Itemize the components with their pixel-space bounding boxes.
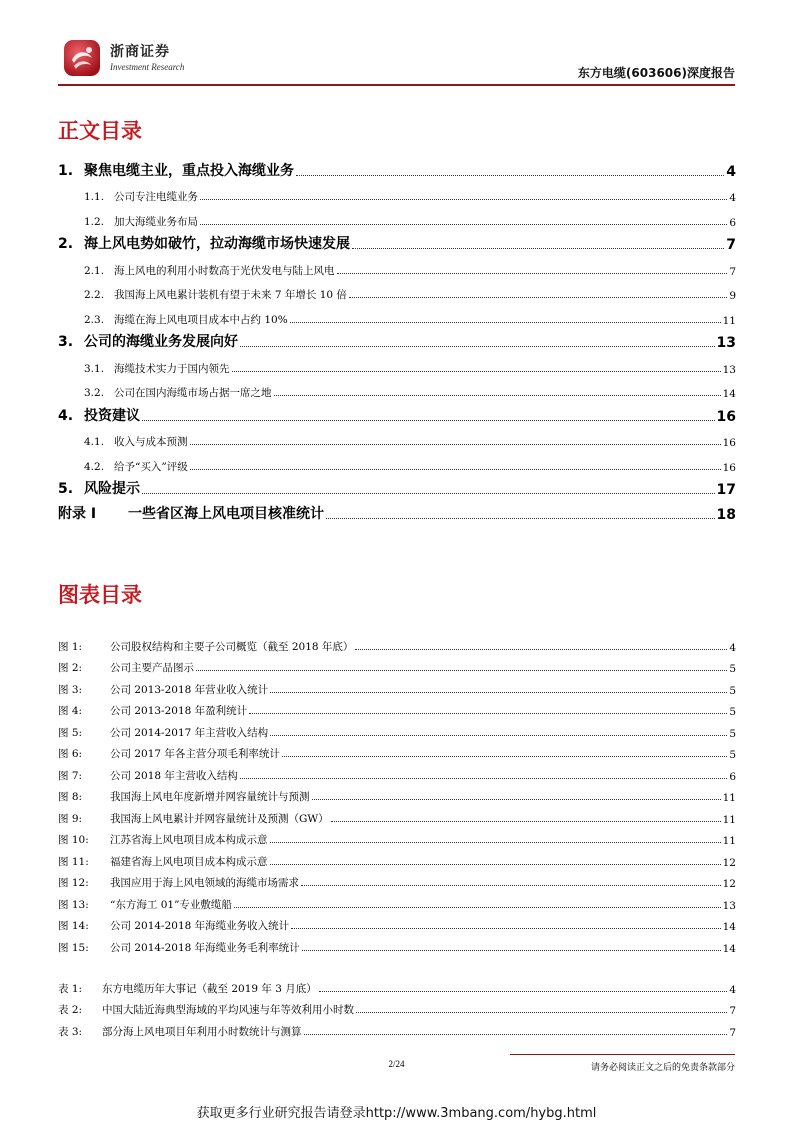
dot-leader — [270, 735, 727, 736]
entry-page: 16 — [722, 437, 736, 449]
toc-entry[interactable] — [58, 847, 736, 869]
entry-text: “东方海工 01”专业敷缆船 — [110, 898, 232, 911]
dot-leader — [290, 322, 721, 323]
entry-number: 1. — [58, 162, 74, 179]
entry-number: 1.2. — [84, 215, 105, 228]
entry-label — [58, 854, 268, 869]
dot-leader — [240, 778, 727, 779]
entry-number: 表 2: — [58, 1004, 83, 1016]
dot-leader — [349, 297, 727, 298]
figures-list — [58, 632, 736, 955]
footer-divider — [510, 1054, 735, 1055]
entry-text: 我国应用于海上风电领域的海缆市场需求 — [110, 877, 299, 889]
entry-label — [58, 1024, 302, 1039]
dot-leader — [142, 420, 715, 421]
entry-page: 5 — [729, 706, 736, 718]
toc-entry[interactable] — [58, 697, 736, 719]
toc-entry[interactable] — [58, 327, 736, 352]
entry-label — [58, 746, 280, 761]
entry-page: 12 — [722, 856, 736, 869]
entry-page: 4 — [729, 641, 736, 654]
dot-leader — [312, 799, 721, 800]
toc-entry[interactable] — [58, 449, 736, 474]
toc-entry[interactable] — [58, 761, 736, 783]
entry-number: 2.1. — [84, 264, 105, 277]
entry-label — [58, 897, 232, 912]
entry-page: 5 — [729, 684, 736, 697]
entry-page: 11 — [722, 835, 736, 847]
entry-page: 7 — [729, 1005, 736, 1017]
entry-label — [84, 189, 198, 204]
toc-entry[interactable] — [58, 869, 736, 891]
dot-leader — [337, 273, 728, 274]
toc-entry[interactable] — [58, 996, 736, 1018]
entry-text: 公司 2014-2018 年海缆业务毛利率统计 — [110, 941, 300, 954]
entry-text: 部分海上风电项目年利用小时数统计与测算 — [102, 1025, 302, 1038]
entry-number: 2.3. — [84, 313, 105, 326]
entry-page: 13 — [722, 363, 736, 376]
dot-leader — [355, 649, 727, 650]
dot-leader — [319, 991, 728, 992]
entry-page: 16 — [722, 461, 736, 474]
entry-label — [58, 160, 294, 180]
dot-leader — [196, 670, 727, 671]
dot-leader — [240, 346, 715, 347]
toc-entry[interactable] — [58, 302, 736, 327]
tables-list — [58, 974, 736, 1039]
entry-label — [84, 434, 188, 449]
toc-entry[interactable] — [58, 376, 736, 401]
entry-label — [58, 639, 353, 654]
entry-page: 4 — [726, 163, 736, 180]
report-title: 东方电缆(603606)深度报告 — [577, 66, 735, 80]
entry-page: 4 — [729, 983, 736, 996]
entry-label — [58, 768, 238, 783]
entry-text: 海缆技术实力于国内领先 — [114, 362, 230, 375]
entry-page: 6 — [729, 770, 736, 783]
entry-number: 4.2. — [84, 460, 105, 473]
entry-label — [58, 789, 310, 804]
entry-text: 中国大陆近海典型海域的平均风速与年等效利用小时数 — [102, 1004, 354, 1016]
entry-number: 图 12: — [58, 877, 89, 889]
entry-text: 公司 2014-2017 年主营收入结构 — [110, 726, 269, 739]
entry-label — [58, 703, 247, 718]
entry-number: 图 5: — [58, 726, 83, 739]
entry-page: 17 — [716, 482, 736, 498]
entry-text: 公司 2013-2018 年营业收入统计 — [110, 683, 269, 696]
entry-number: 图 7: — [58, 769, 83, 782]
entry-text: 一些省区海上风电项目核准统计 — [128, 505, 324, 522]
entry-text: 给予“买入”评级 — [114, 460, 188, 473]
entry-label — [58, 832, 268, 847]
toc-entry[interactable] — [58, 632, 736, 654]
toc-entry[interactable] — [58, 804, 736, 826]
entry-page: 9 — [729, 290, 736, 302]
entry-text: 海上风电势如破竹，拉动海缆市场快速发展 — [84, 236, 350, 252]
toc-entry[interactable] — [58, 425, 736, 450]
dot-leader — [304, 1034, 728, 1035]
entry-number: 4.1. — [84, 436, 105, 448]
entry-label — [84, 385, 272, 400]
entry-label — [58, 1002, 354, 1017]
entry-label — [58, 331, 238, 351]
dot-leader — [326, 518, 715, 519]
dot-leader — [302, 950, 721, 951]
toc-entry[interactable] — [58, 204, 736, 229]
toc-entry[interactable] — [58, 783, 736, 805]
dot-leader — [190, 444, 721, 445]
dot-leader — [200, 224, 727, 225]
entry-label — [58, 875, 299, 890]
toc-entry[interactable] — [58, 278, 736, 303]
download-banner: 获取更多行业研究报告请登录http://www.3mbang.com/hybg.html — [196, 1106, 597, 1121]
toc-entry[interactable] — [58, 675, 736, 697]
entry-page: 4 — [729, 192, 736, 204]
entry-page: 14 — [722, 942, 736, 955]
entry-page: 11 — [722, 314, 736, 327]
toc-entry[interactable] — [58, 229, 736, 254]
disclaimer: 请务必阅读正文之后的免责条款部分 — [590, 1063, 735, 1073]
header-divider — [58, 84, 735, 86]
entry-page: 6 — [729, 216, 736, 229]
entry-number: 3.1. — [84, 362, 105, 375]
dot-leader — [142, 493, 715, 494]
entry-text: 公司专注电缆业务 — [114, 191, 198, 203]
entry-number: 2. — [58, 236, 74, 252]
entry-page: 11 — [722, 813, 736, 826]
entry-page: 5 — [729, 727, 736, 740]
entry-text: 福建省海上风电项目成本构成示意 — [110, 855, 268, 868]
entry-page: 14 — [722, 388, 736, 400]
entry-text: 公司股权结构和主要子公司概览（截至 2018 年底） — [110, 640, 354, 653]
entry-number: 图 14: — [58, 920, 89, 932]
dot-leader — [190, 469, 721, 470]
entry-number: 2.2. — [84, 289, 105, 301]
toc-entry[interactable] — [58, 718, 736, 740]
entry-text: 公司的海缆业务发展向好 — [84, 334, 238, 350]
entry-number: 图 2: — [58, 662, 83, 674]
entry-label — [58, 660, 194, 675]
entry-text: 公司在国内海缆市场占据一席之地 — [114, 387, 272, 399]
entry-text: 我国海上风电累计并网容量统计及预测（GW） — [110, 812, 329, 825]
entry-text: 公司主要产品图示 — [110, 662, 194, 674]
entry-number: 图 8: — [58, 791, 83, 803]
toc-entry[interactable] — [58, 740, 736, 762]
entry-label — [58, 405, 140, 425]
entry-page: 18 — [716, 506, 736, 523]
entry-label — [84, 214, 198, 229]
entry-label — [84, 361, 230, 376]
entry-page: 16 — [716, 408, 736, 425]
toc-entry[interactable] — [58, 912, 736, 934]
entry-text: 公司 2013-2018 年盈利统计 — [110, 705, 248, 717]
entry-text: 公司 2014-2018 年海缆业务收入统计 — [110, 920, 290, 932]
entry-text: 加大海缆业务布局 — [114, 215, 198, 228]
toc-entry[interactable] — [58, 498, 736, 523]
entry-text: 我国海上风电累计装机有望于未来 7 年增长 10 倍 — [114, 289, 347, 301]
entry-number: 图 6: — [58, 748, 83, 760]
entry-page: 5 — [729, 749, 736, 761]
entry-number: 表 1: — [58, 982, 83, 995]
entry-text: 收入与成本预测 — [114, 436, 188, 448]
toc-entry[interactable] — [58, 654, 736, 676]
toc-entry[interactable] — [58, 826, 736, 848]
entry-text: 风险提示 — [84, 481, 140, 497]
entry-text: 我国海上风电年度新增并网容量统计与预测 — [110, 791, 310, 803]
entry-number: 图 10: — [58, 834, 89, 846]
entry-number: 4. — [58, 407, 74, 424]
entry-number: 1.1. — [84, 191, 105, 203]
logo-name-cn: 浙商证券 — [110, 43, 170, 60]
entry-number: 图 13: — [58, 898, 89, 911]
entry-number: 5. — [58, 481, 74, 497]
entry-label — [58, 940, 300, 955]
dot-leader — [270, 842, 721, 843]
entry-label — [84, 459, 188, 474]
entry-page: 7 — [729, 1026, 736, 1039]
entry-label — [58, 233, 350, 253]
dot-leader — [234, 907, 721, 908]
toc-entry[interactable] — [58, 890, 736, 912]
entry-label — [58, 682, 268, 697]
logo-icon — [62, 38, 102, 78]
toc-entry[interactable] — [58, 1017, 736, 1039]
entry-label — [58, 503, 324, 523]
entry-text: 聚焦电缆主业，重点投入海缆业务 — [84, 162, 294, 179]
page-number: 2/24 — [388, 1059, 405, 1069]
entry-text: 投资建议 — [84, 407, 140, 424]
entry-text: 公司 2017 年各主营分项毛利率统计 — [110, 748, 280, 760]
entry-page: 13 — [722, 899, 736, 912]
entry-page: 13 — [716, 335, 736, 351]
entry-label — [58, 981, 317, 996]
toc-entry[interactable] — [58, 253, 736, 278]
entry-label — [84, 263, 335, 278]
entry-number: 3. — [58, 334, 74, 350]
entry-page: 11 — [722, 792, 736, 804]
dot-leader — [291, 928, 720, 929]
dot-leader — [274, 395, 721, 396]
dot-leader — [200, 199, 727, 200]
toc-entry[interactable] — [58, 974, 736, 996]
entry-page: 7 — [729, 265, 736, 278]
company-logo — [62, 38, 184, 78]
contents-list — [58, 155, 736, 523]
toc-entry[interactable] — [58, 933, 736, 955]
toc-entry[interactable] — [58, 474, 736, 499]
dot-leader — [232, 371, 721, 372]
entry-number: 表 3: — [58, 1025, 83, 1038]
dot-leader — [270, 864, 721, 865]
entry-number: 图 15: — [58, 941, 89, 954]
dot-leader — [331, 821, 721, 822]
contents-title: 正文目录 — [58, 119, 142, 143]
entry-text: 海缆在海上风电项目成本中占约 10% — [114, 313, 288, 326]
toc-entry[interactable] — [58, 155, 736, 180]
entry-text: 江苏省海上风电项目成本构成示意 — [110, 834, 268, 846]
entry-label — [58, 478, 140, 498]
entry-number: 图 3: — [58, 683, 83, 696]
dot-leader — [270, 692, 727, 693]
dot-leader — [301, 885, 721, 886]
entry-number: 3.2. — [84, 387, 105, 399]
entry-text: 公司 2018 年主营收入结构 — [110, 769, 238, 782]
entry-number: 图 11: — [58, 855, 89, 868]
dot-leader — [356, 1012, 727, 1013]
entry-label — [84, 287, 347, 302]
dot-leader — [282, 756, 727, 757]
toc-entry[interactable] — [58, 400, 736, 425]
entry-label — [58, 811, 329, 826]
entry-page: 7 — [726, 237, 736, 253]
toc-entry[interactable] — [58, 180, 736, 205]
entry-number: 图 9: — [58, 812, 83, 825]
figures-title: 图表目录 — [58, 583, 142, 607]
entry-page: 14 — [722, 921, 736, 933]
dot-leader — [296, 175, 724, 176]
entry-text: 海上风电的利用小时数高于光伏发电与陆上风电 — [114, 264, 335, 277]
entry-label — [58, 918, 289, 933]
entry-text: 东方电缆历年大事记（截至 2019 年 3 月底） — [102, 982, 317, 995]
dot-leader — [352, 248, 724, 249]
entry-number: 图 1: — [58, 640, 83, 653]
entry-page: 12 — [722, 878, 736, 890]
entry-page: 5 — [729, 663, 736, 675]
dot-leader — [249, 713, 727, 714]
entry-label — [84, 312, 288, 327]
entry-number: 图 4: — [58, 705, 83, 717]
entry-label — [58, 725, 268, 740]
logo-name-en: Investment Research — [110, 61, 185, 72]
entry-number: 附录 I — [58, 505, 97, 522]
toc-entry[interactable] — [58, 351, 736, 376]
